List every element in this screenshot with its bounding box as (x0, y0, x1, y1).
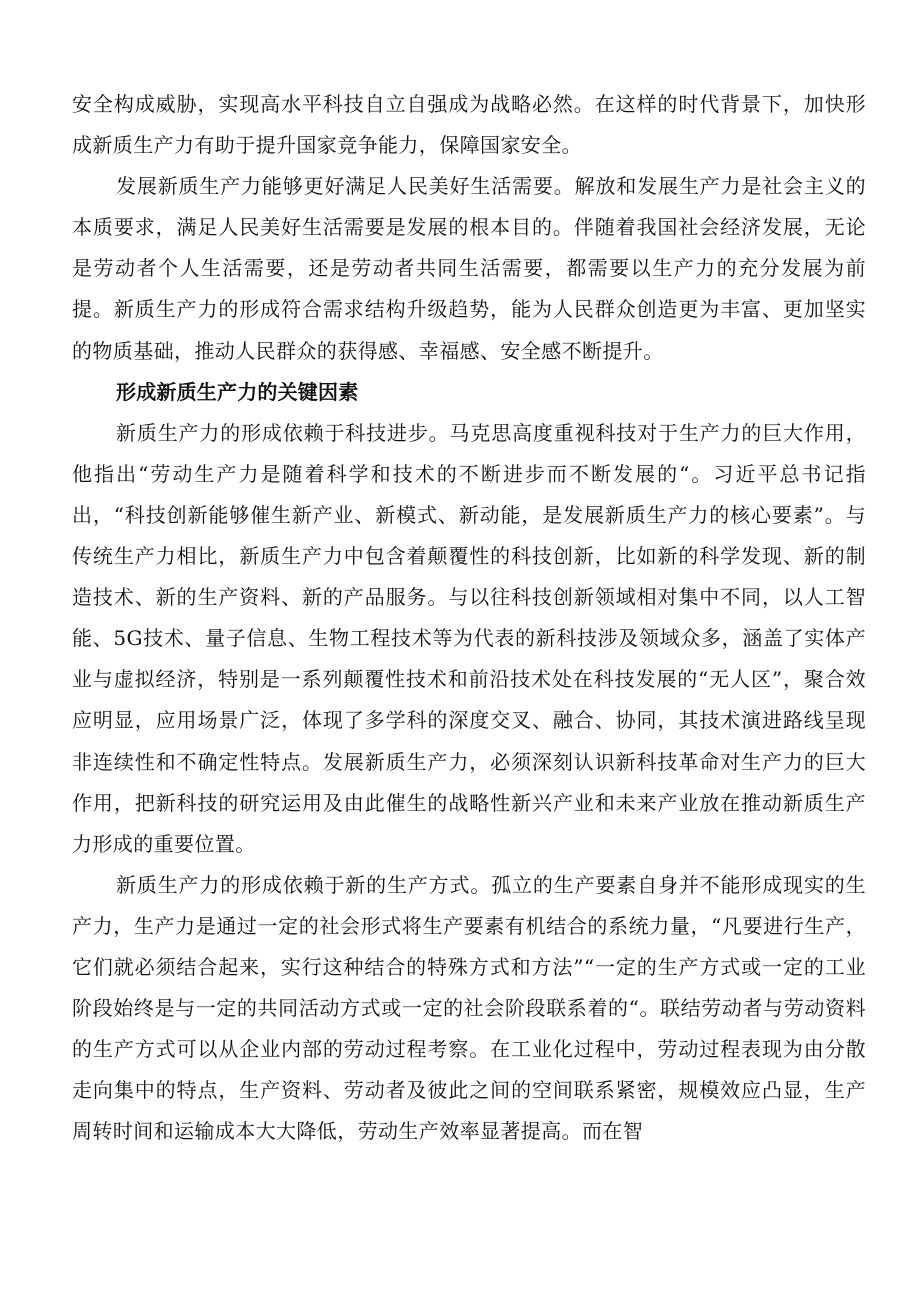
paragraph-technology: 新质生产力的形成依赖于科技进步。马克思高度重视科技对于生产力的巨大作用，他指出“劳动生产力是随着科学和技术的不断进步而不断发展的“。习近平总书记指出，“科技创新能够催生新产业、新模式、新动能，是发展新质生产力的核心要素”。与传统生产力相比，新质生产力中包含着颠覆性的科技创新，比如新的科学发现、新的制造技术、新的生产资料、新的产品服务。与以往科技创新领域相对集中不同，以人工智能、5G技术、量子信息、生物工程技术等为代表的新科技涉及领域众多，涵盖了实体产业与虚拟经济，特别是一系列颠覆性技术和前沿技术处在科技发展的“无人区”，聚合效应明显，应用场景广泛，体现了多学科的深度交叉、融合、协同，其技术演进路线呈现非连续性和不确定性特点。发展新质生产力，必须深刻认识新科技革命对生产力的巨大作用，把新科技的研究运用及由此催生的战略性新兴产业和未来产业放在推动新质生产力形成的重要位置。 (72, 420, 866, 856)
paragraph-continuation: 安全构成威胁，实现高水平科技自立自强成为战略必然。在这样的时代背景下，加快形成新质生产力有助于提升国家竞争能力，保障国家安全。 (72, 92, 866, 158)
paragraph-production-mode: 新质生产力的形成依赖于新的生产方式。孤立的生产要素自身并不能形成现实的生产力，生产力是通过一定的社会形式将生产要素有机结合的系统力量，“凡要进行生产，它们就必须结合起来，实行这种结合的特殊方式和方法”“一定的生产方式或一定的工业阶段始终是与一定的共同活动方式或一定的社会阶段联系着的“。联结劳动者与劳动资料的生产方式可以从企业内部的劳动过程考察。在工业化过程中，劳动过程表现为由分散走向集中的特点，生产资料、劳动者及彼此之间的空间联系紧密，规模效应凸显，生产周转时间和运输成本大大降低，劳动生产效率显著提高。而在智 (72, 872, 866, 1144)
section-heading: 形成新质生产力的关键因素 (116, 379, 359, 404)
paragraph-people-needs: 发展新质生产力能够更好满足人民美好生活需要。解放和发展生产力是社会主义的本质要求，满足人民美好生活需要是发展的根本目的。伴随着我国社会经济发展，无论是劳动者个人生活需要，还是劳动者共同生活需要，都需要以生产力的充分发展为前提。新质生产力的形成符合需求结构升级趋势，能为人民群众创造更为丰富、更加坚实的物质基础，推动人民群众的获得感、幸福感、安全感不断提升。 (72, 174, 866, 363)
document-body (72, 84, 866, 1152)
